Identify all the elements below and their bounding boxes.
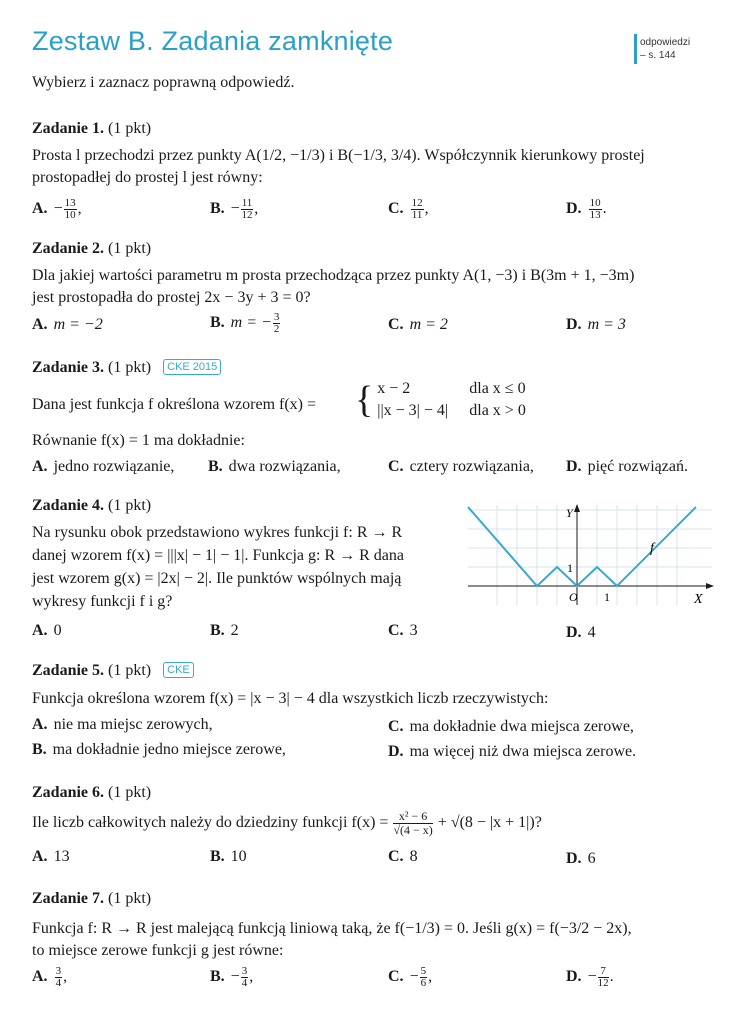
option-letter: C.: [388, 622, 404, 639]
task-3-option-b[interactable]: [208, 458, 341, 476]
fraction-num: x² − 6: [393, 810, 432, 824]
task-6-option-c[interactable]: [388, 848, 418, 866]
option-letter: B.: [210, 968, 225, 986]
piecewise-definition: [355, 378, 526, 422]
y-axis-arrow: [574, 504, 580, 512]
task-title: Zadanie 2.: [32, 240, 105, 257]
option-suffix: ,: [77, 200, 82, 218]
option-text: m = −: [230, 314, 272, 332]
task-4-line1: Na rysunku obok przedstawiono wykres funkcji f: R → R: [32, 524, 403, 541]
option-letter: C.: [388, 316, 404, 333]
task-points: (1 pkt): [108, 240, 152, 257]
option-text: ma dokładnie jedno miejsce zerowe,: [52, 741, 286, 758]
option-text: 2: [230, 622, 239, 639]
case-2-cond: dla x > 0: [469, 402, 526, 419]
fraction-num: 10: [589, 197, 601, 209]
option-fraction: [598, 966, 609, 989]
option-letter: B.: [208, 458, 223, 475]
option-letter: C.: [388, 458, 404, 475]
task-4-option-d[interactable]: [566, 624, 596, 642]
option-suffix: ,: [428, 968, 433, 986]
option-fraction: [589, 198, 602, 221]
option-fraction: [64, 198, 77, 221]
option-text: 3: [409, 622, 418, 639]
option-letter: D.: [566, 624, 582, 641]
task-title: Zadanie 1.: [32, 120, 105, 137]
option-text: jedno rozwiązanie,: [53, 458, 175, 475]
task-3-option-a[interactable]: [32, 458, 174, 476]
task-2-option-d[interactable]: [566, 316, 626, 334]
fraction-den: 12: [241, 209, 253, 221]
task-4-line2: danej wzorem f(x) = |||x| − 1| − 1|. Funkcja g: R → R dana: [32, 547, 404, 564]
task-6-text-a: Ile liczb całkowitych należy do dziedziny funkcji f(x) =: [32, 814, 389, 832]
option-text: 0: [53, 622, 62, 639]
task-points: (1 pkt): [108, 890, 152, 907]
fraction-num: 3: [55, 965, 62, 977]
option-letter: C.: [388, 200, 404, 218]
option-letter: C.: [388, 718, 404, 735]
task-2-option-a[interactable]: [32, 316, 103, 334]
cke-tag: CKE: [163, 662, 194, 678]
fraction-num: 13: [64, 197, 76, 209]
task-1-option-a[interactable]: [32, 198, 82, 221]
page-title: Zestaw B. Zadania zamknięte: [32, 26, 394, 56]
task-6-heading: [32, 784, 151, 802]
option-letter: C.: [388, 848, 404, 865]
option-text: m = 2: [409, 316, 448, 333]
option-suffix: .: [602, 200, 607, 218]
fraction-den: 2: [273, 323, 280, 335]
instruction: Wybierz i zaznacz poprawną odpowiedź.: [32, 74, 295, 91]
task-5-option-b[interactable]: [32, 741, 286, 759]
fraction-num: 3: [273, 311, 280, 323]
option-sign: −: [53, 200, 63, 218]
graph-line-f: [468, 507, 696, 586]
task-5-option-d[interactable]: [388, 743, 636, 761]
task-3-option-c[interactable]: [388, 458, 534, 476]
answers-ref-line1: odpowiedzi: [640, 37, 691, 48]
task-4-option-a[interactable]: [32, 622, 62, 640]
function-graph: [466, 500, 716, 612]
task-1-option-b[interactable]: [210, 198, 258, 221]
task-5-heading: [32, 662, 194, 680]
task-3-line1: Dana jest funkcja f określona wzorem f(x) =: [32, 396, 317, 413]
y-axis-label: Y: [566, 506, 573, 520]
case-1-expr: x − 2: [377, 380, 411, 397]
fraction-den: 11: [411, 209, 423, 221]
option-letter: D.: [566, 968, 582, 986]
option-fraction: [241, 198, 254, 221]
option-suffix: .: [609, 968, 614, 986]
fraction-den: 6: [420, 977, 427, 989]
fraction-den: 12: [597, 977, 609, 989]
fraction-num: 12: [411, 197, 423, 209]
option-letter: A.: [32, 200, 48, 218]
option-letter: D.: [566, 200, 582, 218]
task-7-line1: Funkcja f: R → R jest malejącą funkcją liniową taką, że f(−1/3) = 0. Jeśli g(x) = f(−3/2 − 2x),: [32, 920, 632, 937]
task-points: (1 pkt): [108, 662, 152, 679]
option-text: ma więcej niż dwa miejsca zerowe.: [409, 743, 637, 760]
option-sign: −: [230, 200, 240, 218]
cases: [377, 378, 526, 422]
option-letter: A.: [32, 458, 48, 475]
option-letter: A.: [32, 716, 48, 733]
option-letter: B.: [32, 741, 47, 758]
fraction-den: 4: [55, 977, 62, 989]
task-4-heading: [32, 497, 151, 515]
option-letter: A.: [32, 848, 48, 865]
task-1-line2: prostopadłej do prostej l jest równy:: [32, 169, 263, 186]
f-label: f: [650, 541, 654, 556]
task-3-heading: [32, 359, 221, 377]
task-1-option-c[interactable]: [388, 198, 429, 221]
cke-tag: CKE 2015: [163, 359, 221, 375]
option-suffix: ,: [63, 968, 68, 986]
task-points: (1 pkt): [108, 359, 152, 376]
option-suffix: ,: [424, 200, 429, 218]
task-points: (1 pkt): [108, 120, 152, 137]
task-7-option-c[interactable]: [388, 966, 432, 989]
task-6-option-b[interactable]: [210, 848, 247, 866]
task-7-option-a[interactable]: [32, 966, 67, 989]
option-sign: −: [230, 968, 240, 986]
option-suffix: ,: [249, 968, 254, 986]
option-fraction: [241, 966, 249, 989]
graph-grid: [468, 505, 712, 605]
option-fraction: [420, 966, 428, 989]
option-text: 8: [409, 848, 418, 865]
task-4-option-b[interactable]: [210, 622, 239, 640]
answers-ref-line2: – s. 144: [640, 50, 676, 61]
y-unit-label: 1: [567, 561, 573, 575]
x-unit-label: 1: [604, 590, 610, 604]
task-title: Zadanie 7.: [32, 890, 105, 907]
task-2-line1: Dla jakiej wartości parametru m prosta przechodząca przez punkty A(1, −3) i B(3m + 1, −3m): [32, 267, 635, 284]
task-6-fraction: [393, 810, 432, 837]
task-7-line2: to miejsce zerowe funkcji g jest równe:: [32, 942, 284, 959]
option-sign: −: [409, 968, 419, 986]
option-letter: D.: [566, 850, 582, 867]
task-title: Zadanie 3.: [32, 359, 105, 376]
fraction-num: 11: [241, 197, 253, 209]
option-letter: D.: [566, 316, 582, 333]
task-title: Zadanie 6.: [32, 784, 105, 801]
task-4-line3: jest wzorem g(x) = |2x| − 2|. Ile punktów wspólnych mają: [32, 570, 402, 587]
task-6-option-d[interactable]: [566, 850, 596, 868]
task-6-option-a[interactable]: [32, 848, 70, 866]
x-axis-arrow: [706, 583, 714, 589]
task-2-heading: [32, 240, 151, 258]
option-text: 13: [53, 848, 70, 865]
task-5-option-c[interactable]: [388, 718, 634, 736]
fraction-den: 4: [241, 977, 248, 989]
answers-ref-bar: [634, 34, 637, 64]
option-text: pięć rozwiązań.: [587, 458, 688, 475]
option-letter: A.: [32, 968, 48, 986]
task-5-line1: Funkcja określona wzorem f(x) = |x − 3| − 4 dla wszystkich liczb rzeczywistych:: [32, 690, 549, 707]
task-points: (1 pkt): [108, 497, 152, 514]
option-text: cztery rozwiązania,: [409, 458, 534, 475]
task-4-option-c[interactable]: [388, 622, 418, 640]
task-2-option-b[interactable]: [210, 312, 281, 335]
option-text: 6: [587, 850, 596, 867]
option-text: m = 3: [587, 316, 626, 333]
option-fraction: [55, 966, 63, 989]
task-7-option-d[interactable]: [566, 966, 614, 989]
fraction-den: √(4 − x): [393, 823, 433, 837]
fraction-num: 7: [598, 966, 609, 978]
option-sign: −: [587, 968, 597, 986]
option-letter: B.: [210, 200, 225, 218]
option-letter: A.: [32, 316, 48, 333]
option-text: ma dokładnie dwa miejsca zerowe,: [409, 718, 634, 735]
fraction-den: 10: [64, 209, 76, 221]
left-brace: {: [355, 379, 374, 421]
fraction-num: 3: [241, 965, 248, 977]
x-axis-label: X: [694, 592, 703, 607]
task-5-option-a[interactable]: [32, 716, 213, 734]
option-letter: B.: [210, 622, 225, 639]
task-title: Zadanie 4.: [32, 497, 105, 514]
option-text: nie ma miejsc zerowych,: [53, 716, 213, 733]
case-1-cond: dla x ≤ 0: [469, 380, 526, 397]
task-2-line2: jest prostopadła do prostej 2x − 3y + 3 = 0?: [32, 289, 311, 306]
task-3-line2: Równanie f(x) = 1 ma dokładnie:: [32, 432, 245, 449]
option-letter: C.: [388, 968, 404, 986]
task-7-heading: [32, 890, 151, 908]
case-2-expr: ||x − 3| − 4|: [377, 402, 449, 419]
option-text: m = −2: [53, 316, 103, 333]
origin-label: O: [569, 590, 578, 604]
task-3-option-d[interactable]: [566, 458, 688, 476]
task-points: (1 pkt): [108, 784, 152, 801]
option-fraction: [411, 198, 424, 221]
task-1-line1: Prosta l przechodzi przez punkty A(1/2, −1/3) i B(−1/3, 3/4). Współczynnik kierunkowy prostej: [32, 147, 645, 164]
fraction-num: 5: [420, 965, 427, 977]
task-1-option-d[interactable]: [566, 198, 607, 221]
option-letter: A.: [32, 622, 48, 639]
task-title: Zadanie 5.: [32, 662, 105, 679]
task-4-line4: wykresy funkcji f i g?: [32, 593, 173, 610]
answers-reference: [640, 36, 690, 62]
option-fraction: [273, 312, 281, 335]
option-text: dwa rozwiązania,: [228, 458, 341, 475]
fraction-den: 13: [589, 209, 601, 221]
option-text: 10: [230, 848, 247, 865]
option-letter: D.: [388, 743, 404, 760]
option-suffix: ,: [254, 200, 259, 218]
task-2-option-c[interactable]: [388, 316, 448, 334]
option-letter: B.: [210, 848, 225, 865]
task-6-line1: [32, 810, 542, 837]
option-text: 4: [587, 624, 596, 641]
task-1-heading: [32, 120, 151, 138]
option-letter: B.: [210, 314, 225, 332]
task-7-option-b[interactable]: [210, 966, 253, 989]
option-letter: D.: [566, 458, 582, 475]
task-6-text-b: + √(8 − |x + 1|)?: [437, 814, 542, 832]
